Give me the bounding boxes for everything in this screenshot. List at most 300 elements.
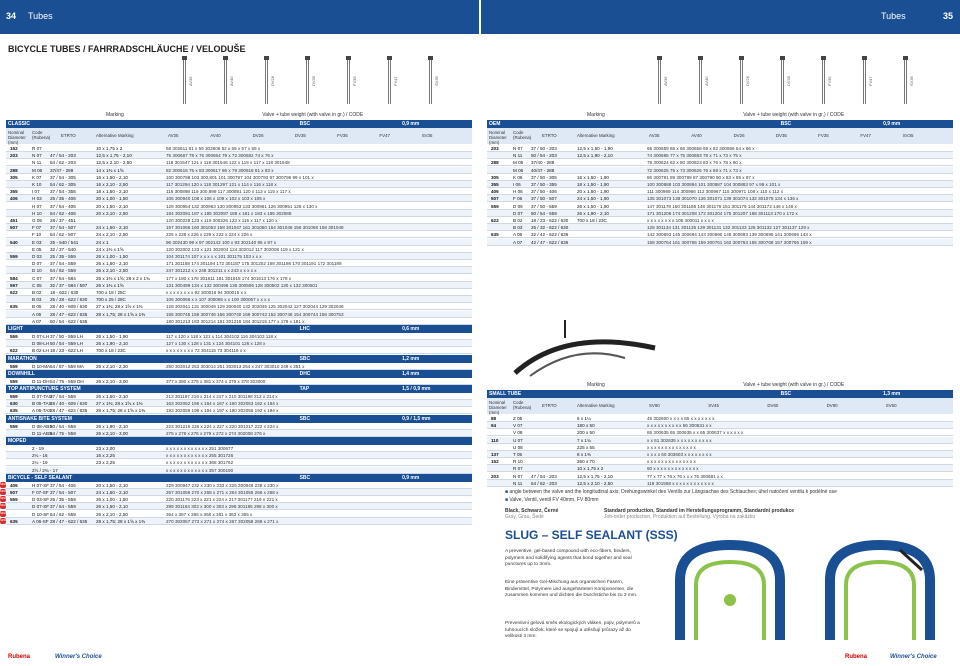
valve-cap-icon (346, 56, 351, 60)
valve-picture-label: AV40 (704, 76, 709, 86)
row-code: V 07 (513, 423, 523, 429)
col-etrto: ETRTO (542, 403, 557, 408)
table-row (6, 518, 472, 525)
valve-stem-icon (347, 58, 350, 104)
row-code: D 11-ABS (32, 430, 53, 436)
left-section-title: Tubes (28, 11, 53, 21)
row-values: x x x x 60 303603 x x x x x x x x (647, 452, 712, 457)
row-alt: 20 x 1,00 - 1,50 (96, 196, 128, 202)
valve-cap-icon (264, 56, 269, 60)
row-diameter: 355 (10, 189, 18, 195)
tube-drawing-1 (515, 342, 655, 373)
row-alt: 260 x 70 (577, 459, 595, 465)
row-alt: 12,5 x 1,50 - 1,90 (577, 146, 613, 151)
section-tag: SBC (299, 474, 311, 481)
row-diameter: 507 (10, 490, 18, 495)
row-code: U 07 (513, 437, 523, 443)
table-row (6, 167, 472, 174)
row-values: 223 301216 226 x 224 x 227 x 220 301217 222 x 224 x (166, 423, 279, 429)
col-valve: SV60 (885, 403, 897, 408)
valve-picture-label: DV26 (745, 75, 750, 86)
table-row (6, 340, 472, 347)
row-alt: 16 x 1,50 - 1,90 (577, 174, 609, 180)
valve-stem-icon (183, 58, 186, 104)
valve-weight-label: Valve + tube weight (with valve in gr.) / CODE (262, 112, 364, 118)
row-diameter: 635 (10, 408, 18, 414)
row-code: D 03-SF (32, 497, 50, 503)
row-code: D 03 (32, 254, 42, 259)
row-values: x x x x x x x x 72 304115 73 304116 x x (166, 348, 246, 354)
table-row (6, 289, 472, 296)
row-diameter: 635 (491, 232, 499, 238)
col-valve: DV60 (767, 403, 779, 408)
valve-picture (860, 56, 874, 106)
row-code: B 03 (32, 297, 42, 303)
row-alt: 26 x 1,90 - 2,10 (577, 210, 609, 216)
row-diameter: 406 (10, 196, 18, 202)
section-thickness: 1,2 mm (402, 355, 420, 362)
row-values: 128 302041 131 300049 129 300040 132 302045 125 302042 127 302044 129 302048 (166, 304, 344, 310)
row-code: N 11 (513, 480, 523, 486)
row-code: A 07 (513, 239, 523, 245)
row-values: 184 302091 187 x 185 302087 188 x 181 x 183 x 185 302088 (166, 210, 292, 216)
table-row (6, 282, 472, 289)
table-row (6, 511, 472, 518)
row-etrto: 54 / 62 - 203 (50, 160, 76, 166)
slug-title: SLUG – SELF SEALANT (SSS) (505, 528, 678, 542)
row-code: H 10 (32, 210, 42, 216)
left-page-number: 34 (6, 11, 17, 21)
col-valve: AV35 (168, 133, 179, 138)
row-values: 247 301212 x x 248 301211 x x 243 x x x x x (166, 268, 257, 274)
section-thickness: 0,9 mm (402, 474, 420, 481)
col-valve: SV35 (421, 133, 433, 138)
row-code: E 05 (32, 246, 42, 252)
table-row (6, 318, 472, 325)
row-values: x x x x x x x x 92 300016 94 300015 x x (166, 290, 247, 295)
row-diameter: 559 (10, 334, 18, 339)
valve-stem-icon (306, 58, 309, 104)
page-title: BICYCLE TUBES / FAHRRADSCHLÄUCHE / VELODUŠE (8, 44, 246, 54)
valve-stem-icon (699, 58, 702, 104)
row-values: 180 301213 183 301214 181 301218 184 301215 177 x 179 x 181 x (166, 318, 305, 324)
row-values: 142 300693 145 300694 143 300690 146 300693 139 300695 141 300696 143 x (647, 232, 812, 238)
col-alt: Alternative Marking (577, 133, 615, 138)
row-etrto: 32 / 42 - 622 / 635 (531, 232, 569, 238)
row-etrto: 25 / 35 - 559 (50, 254, 76, 259)
section-tag: BSC (780, 391, 792, 397)
row-values: x x x x x x x x x x 56 300631 x x (647, 423, 712, 429)
row-code: V 08 (513, 430, 523, 436)
table-row (6, 181, 472, 188)
row-alt: 28 x 1,75; 28 x 1⅝ x 1⅜ (96, 311, 146, 317)
row-values: 105 300940 108 x 106 x 109 x 102 x 103 x 105 x (166, 196, 266, 202)
table-row (6, 347, 472, 354)
row-values: 75 300667 78 x 76 300664 79 x 72 300682 74 x 76 x (166, 153, 274, 159)
valve-picture-label: FV47 (393, 76, 398, 86)
row-code: A 06-TAS (32, 408, 52, 414)
row-code: M 06 (513, 167, 524, 173)
row-values: 100 300798 103 300,801 101 300797 104 300793 97 300796 99 x 101 x (166, 174, 314, 180)
valve-weight-label: Valve + tube weight (with valve in gr.) / CODE (743, 382, 845, 388)
row-values: 129 300954 132 300963 130 300953 133 300961 126 300951 128 x 130 x (166, 203, 318, 209)
row-alt: 700 x 25 / 28C (96, 297, 126, 303)
valve-picture-label: FV35 (352, 76, 357, 86)
row-diameter: 305 (491, 174, 499, 180)
row-code: F 10 (32, 232, 42, 238)
section-name: BICYCLE - SELF SEALANT (8, 474, 73, 481)
valve-picture (819, 56, 833, 106)
valve-picture (344, 56, 358, 106)
row-values: 171 301188 174 301194 172 301187 175 301202 168 301186 170 301191 172 301189 (166, 261, 342, 267)
marking-header (487, 112, 953, 119)
row-alt: 26 x 2,10 - 2,30 (96, 363, 128, 369)
table-row (487, 159, 953, 166)
row-code: F 06 (513, 196, 523, 202)
row-values: 377 x 380 x 378 x 381 x 374 x 376 x 378 303000 (166, 378, 266, 384)
valve-picture-label: DV35 (311, 75, 316, 86)
valve-picture (385, 56, 399, 106)
row-values: 118 301547 121 x 119 301546 122 x 115 x 117 x 118 301548 (166, 160, 290, 166)
valve-stem-icon (740, 58, 743, 104)
row-alt: 26 x 1,00 - 1,50 (96, 254, 128, 259)
row-etrto: 37 / 50 - 203 (531, 146, 557, 151)
row-values: 74 300685 77 x 75 300683 78 x 71 x 73 x 75 x (647, 153, 742, 159)
table-row (487, 451, 953, 458)
row-etrto: 37/47 - 288 (50, 167, 74, 173)
table-row (6, 482, 472, 489)
row-alt: 12,5 x 2,10 - 2,50 (96, 160, 132, 166)
valve-picture (303, 56, 317, 106)
row-values: 116 300898 119 300,899 117 300891 120 x 113 x 115 x 117 x (166, 189, 291, 195)
table-row (487, 444, 953, 451)
new-badge: NEW (0, 504, 7, 508)
row-code: H 06 (513, 189, 523, 195)
table-row (6, 159, 472, 166)
row-alt: 26 x 1,00 - 1,50 (96, 497, 128, 503)
row-alt: 20 x 1,50 - 1,90 (577, 189, 609, 195)
row-code: D 10-SF (32, 511, 50, 517)
row-etrto: 37 / 54 - 559 (50, 261, 76, 267)
section-bar (6, 120, 472, 128)
row-diameter: 137 (491, 452, 499, 457)
table-row (6, 296, 472, 303)
col-valve: DV35 (294, 133, 306, 138)
row-alt: 700 x 18 / 23C (577, 218, 607, 223)
marking-header (6, 112, 472, 119)
row-etrto: 28 / 47 - 622 / 635 (50, 311, 88, 317)
row-diameter: 288 (491, 160, 499, 166)
row-alt: 700 x 18 / 23C (96, 348, 126, 354)
row-code: A 07 (32, 318, 42, 324)
row-etrto: 37 / 50 - 305 (531, 174, 557, 180)
row-diameter: 507 (491, 196, 499, 202)
row-diameter: 406 (10, 482, 18, 488)
row-code: I 06 (513, 182, 521, 187)
winners-choice-logo-right: Winner's Choice (890, 654, 937, 660)
row-code: N 07 (32, 153, 42, 159)
valve-picture-label: SV35 (434, 76, 439, 86)
table-row (487, 429, 953, 436)
row-etrto: 32 / 37 - 584 / 597 (50, 282, 88, 288)
winners-choice-logo-left: Winner's Choice (55, 654, 102, 660)
valve-picture-label: DV35 (786, 75, 791, 86)
valve-cap-icon (698, 56, 703, 60)
table-row (6, 203, 472, 210)
valve-cap-icon (903, 56, 908, 60)
row-diameter: 203 (491, 473, 499, 479)
row-values: x x x x x x x x x x x x 357 300190 (166, 467, 234, 473)
row-values: 147 301178 150 301185 148 301176 151 301179 144 301172 146 x 148 x (647, 203, 797, 209)
row-code: F 07-SF (32, 490, 49, 495)
table-row (487, 224, 953, 231)
row-etrto: 54 / 62 - 559 (50, 268, 76, 274)
new-badge: NEW (0, 518, 7, 522)
row-alt: 6 x 1¼ (577, 416, 591, 421)
row-code: D 07 (513, 210, 523, 216)
row-etrto: 37 / 54 - 584 (50, 275, 76, 281)
row-code: D 07-TAS (32, 394, 52, 399)
table-row (6, 459, 472, 466)
row-alt: 26 x 1,90 - 2,10 (96, 341, 128, 347)
new-badge: NEW (0, 482, 7, 486)
row-values: 58 302611 61 x 59 302606 62 x 55 x 57 x 59 x (166, 146, 261, 151)
valve-stem-icon (429, 58, 432, 104)
row-values: 267 301056 270 x 268 x 271 x 264 301055 266 x 268 x (166, 490, 279, 495)
row-diameter: 507 (10, 225, 18, 231)
row-etrto: 37 / 50 - 559 LH (50, 334, 83, 339)
valve-picture-label: SV35 (909, 76, 914, 86)
table-row (487, 415, 953, 422)
angle-note: ■ angle between the valve and the longitudinal axis; Drehungswinkel des Ventils zur Längsachse des Schlauches; úhel natočení ventilu k podélné ose (505, 489, 837, 495)
row-values: 111 300969 114 300966 112 300967 115 300971 108 x 110 x 112 x (647, 189, 784, 195)
col-valve: FV35 (818, 133, 829, 138)
row-values: 155 300745 158 300746 156 300740 159 300743 152 300746 154 300744 156 300753 (166, 311, 344, 317)
col-nominal: Nominal Diameter (mm) (8, 130, 26, 145)
row-code: Z 05 (513, 416, 523, 421)
row-alt: 20 x 2,10 - 2,50 (96, 210, 128, 216)
row-etrto: 28 / 37 - 451 (50, 218, 76, 223)
valve-picture (221, 56, 235, 106)
row-etrto: 54 / 62 - 507 (50, 232, 76, 238)
row-etrto: 37 / 50 - 507 (531, 196, 557, 202)
row-values: 163 302052 166 x 164 x 167 x 160 302053 162 x 164 x (166, 401, 279, 407)
table-row (6, 430, 472, 437)
col-etrto: ETRTO (61, 133, 76, 138)
row-alt: 26 x 2,10 - 2,50 (96, 511, 128, 517)
valve-cap-icon (387, 56, 392, 60)
row-etrto: 28 / 40 - 609 / 630 (50, 304, 88, 310)
row-alt: 14 x 1⅜ x 1⅝ (96, 167, 124, 173)
row-diameter: 559 (10, 423, 18, 429)
valve-stem-icon (904, 58, 907, 104)
row-etrto: 37 / 54 - 406 (50, 203, 76, 209)
table-row (487, 217, 953, 224)
row-alt: 23 x 2,00 (96, 446, 115, 451)
row-alt: 16 x 2,10 - 2,50 (96, 182, 128, 187)
valve-picture (737, 56, 751, 106)
valve-picture-label: FV47 (868, 76, 873, 86)
row-alt: 12,5 x 2,10 - 2,50 (577, 480, 613, 486)
col-valve: DV35 (775, 133, 787, 138)
row-diameter: 622 (10, 348, 18, 354)
row-etrto: 42 / 47 - 622 / 635 (531, 239, 569, 245)
row-etrto: 37 / 50 - 355 (531, 182, 557, 187)
row-diameter: 559 (491, 203, 499, 209)
col-valve: SV35 (902, 133, 914, 138)
row-alt: 26 x 1,50 - 2,10 (96, 394, 128, 399)
row-values: x x x x x x x x 105 300011 x x x x (647, 218, 714, 223)
row-values: x x x x x x x x x x x x x x (647, 444, 696, 450)
row-alt: 26 x 1,50 - 2,10 (96, 504, 128, 510)
table-row (6, 210, 472, 217)
row-values: 131 300499 134 x 132 300496 135 300506 128 300502 130 x 132 300501 (166, 282, 318, 288)
row-code: D 11-DH (32, 378, 50, 384)
new-badge: NEW (0, 497, 7, 501)
right-valve-pictures (655, 56, 945, 106)
valve-picture (426, 56, 440, 106)
valve-stem-icon (658, 58, 661, 104)
row-diameter: 622 (10, 290, 18, 295)
row-diameter: 406 (491, 189, 499, 195)
row-code: E 03 (32, 239, 42, 245)
table-row (6, 423, 472, 430)
row-etrto: 37 / 54 - 355 (50, 189, 76, 195)
row-alt: 26 x 1,50 - 1,90 (96, 334, 128, 339)
section-bar (6, 385, 472, 393)
valve-cap-icon (821, 56, 826, 60)
section-bar (6, 370, 472, 378)
row-values: 157 301066 160 301053 158 301047 161 301050 154 301046 156 301068 158 301048 (166, 225, 344, 231)
col-alt: Alternative Marking (96, 133, 134, 138)
table-row (6, 253, 472, 260)
row-code: K 07 (32, 174, 42, 180)
left-valve-pictures (180, 56, 470, 106)
row-alt: 16 x 1,50 - 2,10 (96, 174, 128, 180)
table-row (6, 152, 472, 159)
row-diameter: 630 (10, 401, 18, 407)
col-code: Code (Rubena) (32, 130, 51, 140)
row-code: F 07 (32, 225, 42, 231)
table-row (6, 217, 472, 224)
table-row (6, 311, 472, 318)
valve-stem-icon (822, 58, 825, 104)
std-production: Standard production, Standard im Herstellungsprogramm, Standardní produkce (604, 508, 795, 514)
row-values: 60 x x x x x x x x x x x x x (647, 466, 699, 472)
table-row (487, 203, 953, 210)
section-bar (6, 474, 472, 482)
row-values: 65 300635 65 300635 x x 65 300637 x x x x x x (647, 430, 744, 436)
row-values: 77 x 77 x 76 x 76 x x x 76 300681 x x (647, 473, 723, 479)
section-thickness: 1,3 mm (883, 391, 901, 397)
col-valve: FV47 (860, 133, 871, 138)
row-values: 364 x 367 x 365 x 368 x 361 x 363 x 365 x (166, 511, 253, 517)
row-alt: 700 x 18 / 25C (96, 290, 126, 295)
row-values: 104 301174 107 x x x x x 101 301175 103 x x x (166, 254, 262, 259)
table-row (6, 188, 472, 195)
slug-text-cz: Preventivní gelová směs ekologických vláken, pojiv, polymerů a tuhnoucích složek, které se spojují a utěsňují průrazy až do velikosti 3 mm. (505, 621, 640, 639)
row-diameter: 152 (491, 459, 499, 465)
row-values: 127 x 130 x 128 x 131 x 124 304101 126 x 128 x (166, 341, 266, 347)
row-etrto: 37 / 54 - 559 (50, 504, 76, 510)
column-headers (487, 128, 953, 144)
row-etrto: 54 / 62 - 203 (531, 480, 557, 486)
table-row (6, 246, 472, 253)
valve-stem-icon (265, 58, 268, 104)
row-alt: 200 x 50 (577, 430, 595, 436)
marking-label: Marking (106, 112, 124, 118)
col-valve: SV90 (649, 403, 660, 408)
marking-label: Marking (587, 382, 605, 388)
row-code: B 05 (32, 304, 42, 310)
slug-text-de: Eine präventive Gel-Mischung aus organischen Fasern, Bindemittel, Polymere und ausgehärteten Komponenten, die zusammen kommen und dichten die Durchstiche bis zu 3 mm. (505, 580, 638, 598)
row-diameter: 288 (10, 167, 18, 173)
row-diameter: 635 (10, 304, 18, 310)
row-values: 135 301073 138 301070 136 301071 139 301074 132 301075 134 x 136 x (647, 196, 799, 202)
row-code: R 07 (513, 466, 523, 472)
row-etrto: 54 / 62 - 305 (50, 182, 76, 187)
col-valve: DV26 (733, 133, 745, 138)
table-row (6, 503, 472, 510)
row-values: 158 300764 161 300765 159 300761 162 300763 155 300768 157 300766 159 x (647, 239, 812, 245)
valve-stem-icon (224, 58, 227, 104)
table-row (6, 333, 472, 340)
section-thickness: 0,9 mm (883, 121, 901, 127)
row-alt: 8 x 1⅜ (577, 452, 591, 457)
row-alt: 26 x 1,50 - 2,10 (96, 261, 128, 267)
row-values: 120 302002 123 x 121 302004 124 302012 117 302008 119 x 121 x (166, 246, 304, 252)
row-code: A 06 (32, 311, 42, 317)
row-code: B 05-TAS (32, 401, 52, 407)
row-alt: 12,5 x 1,90 - 2,10 (577, 153, 613, 159)
row-etrto: 28 / 47 - 622 / 635 (50, 518, 88, 524)
row-etrto: 54 / 75 - 559 (50, 430, 76, 436)
row-code: K 06 (513, 174, 523, 180)
table-row (6, 393, 472, 400)
valve-stem-icon (388, 58, 391, 104)
table-row (487, 422, 953, 429)
row-code: N 11 (32, 160, 42, 166)
row-code: N 07 (513, 146, 523, 151)
row-values: 270 302057 273 x 271 x 274 x 267 302058 269 x 271 x (166, 518, 279, 524)
valve-stem-icon (863, 58, 866, 104)
row-etrto: 37/40 - 288 (531, 160, 555, 166)
section-name: LIGHT (8, 326, 23, 332)
section-bar (487, 390, 953, 398)
row-values: 86 300791 89 300789 87 300790 90 x 83 x 85 x 87 x (647, 174, 755, 180)
table-row (6, 445, 472, 452)
section-thickness: 1,4 mm (402, 370, 420, 377)
row-etrto: 54 / 62 - 559 (50, 511, 76, 517)
table-row (6, 467, 472, 474)
section-tag: SBC (299, 355, 311, 362)
row-values: 120 300228 123 x 119 300226 123 x 115 x 117 x 120 x (166, 218, 278, 223)
row-values: x x x x x x x x x x x x x x (647, 459, 696, 465)
table-row (6, 260, 472, 267)
row-etrto: 37 / 54 - 406 (50, 482, 76, 488)
row-code: D 08-ABS (32, 423, 53, 429)
row-alt: 12,5 x 1,75 - 2,10 (96, 153, 132, 159)
row-code: D 10-MA (32, 363, 51, 369)
row-values: 79 300624 82 x 80 300623 83 x 76 x 78 x 80 x (647, 160, 742, 166)
row-etrto: 18 / 23 - 622 LH (50, 348, 83, 354)
table-row (487, 458, 953, 465)
col-valve: DV26 (252, 133, 264, 138)
table-row (487, 437, 953, 444)
row-diameter: 622 (491, 218, 499, 223)
row-diameter: 559 (10, 363, 18, 369)
slug-diagram-2 (830, 545, 930, 640)
